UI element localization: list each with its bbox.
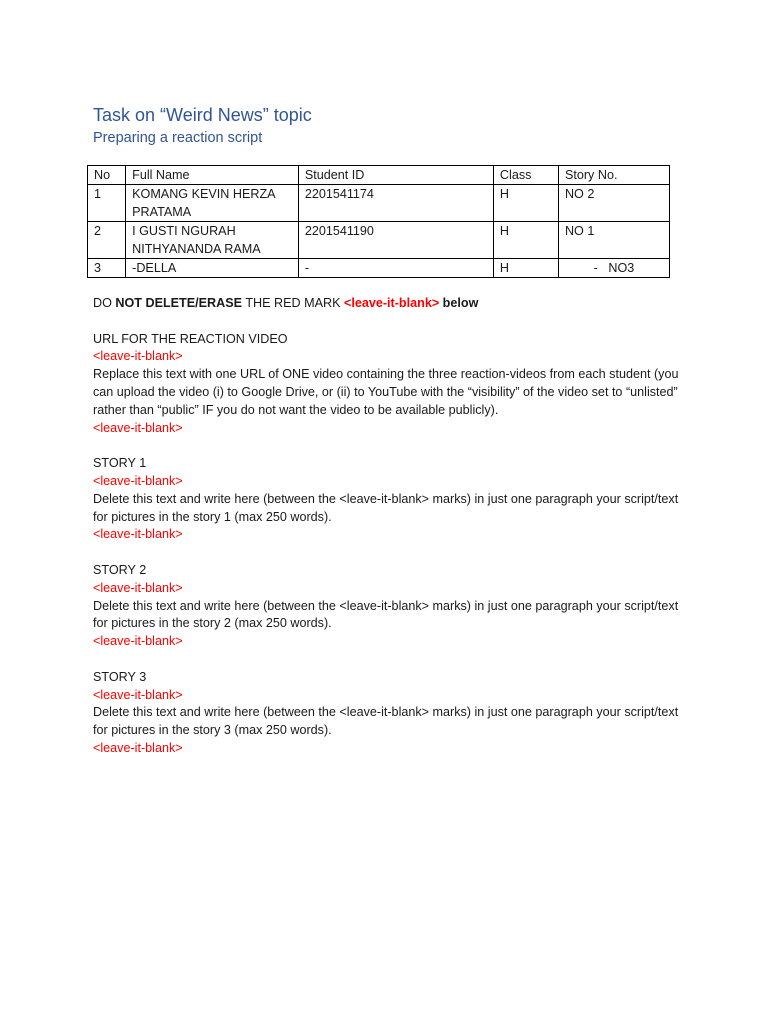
header-no: No	[88, 166, 126, 185]
leave-it-blank-mark: <leave-it-blank>	[93, 687, 183, 702]
leave-it-blank-mark: <leave-it-blank>	[93, 473, 183, 488]
notice-red-mark: <leave-it-blank>	[343, 296, 440, 310]
notice-text-1: DO	[93, 296, 116, 310]
leave-it-blank-mark: <leave-it-blank>	[93, 527, 183, 542]
cell-student-id: -	[298, 259, 493, 278]
section-story-2	[93, 562, 693, 651]
cell-class: H	[493, 259, 558, 278]
cell-full-name: KOMANG KEVIN HERZA PRATAMA	[126, 185, 299, 222]
cell-student-id: 2201541174	[298, 185, 493, 222]
section-heading: STORY 2	[93, 562, 147, 577]
cell-student-id: 2201541190	[298, 222, 493, 259]
notice-text-3: below	[439, 296, 479, 310]
section-body-text[interactable]: Delete this text and write here (between the <leave-it-blank> marks) in just one paragraph your script/text for pictures in the story 2 (max 250 words).	[93, 598, 679, 631]
section-reaction-url	[93, 331, 693, 438]
cell-full-name: -DELLA	[126, 259, 299, 278]
table-row	[88, 185, 670, 222]
cell-no: 2	[88, 222, 126, 259]
leave-it-blank-mark: <leave-it-blank>	[93, 349, 183, 364]
header-full-name: Full Name	[126, 166, 299, 185]
section-story-1	[93, 455, 693, 544]
table-row	[88, 259, 670, 278]
spacer	[93, 544, 693, 562]
section-heading: URL FOR THE REACTION VIDEO	[93, 331, 288, 346]
cell-full-name: I GUSTI NGURAH NITHYANANDA RAMA	[126, 222, 299, 259]
header-class: Class	[493, 166, 558, 185]
section-story-3	[93, 669, 693, 758]
leave-it-blank-mark: <leave-it-blank>	[93, 420, 183, 435]
cell-no: 3	[88, 259, 126, 278]
document-subtitle: Preparing a reaction script	[93, 130, 263, 146]
spacer	[93, 313, 693, 331]
instruction-notice	[93, 295, 693, 313]
table-row	[88, 222, 670, 259]
section-heading: STORY 1	[93, 456, 147, 471]
notice-bold-text: NOT DELETE/ERASE	[115, 296, 243, 310]
cell-class: H	[493, 185, 558, 222]
spacer	[93, 651, 693, 669]
section-body-text[interactable]: Delete this text and write here (between the <leave-it-blank> marks) in just one paragraph your script/text for pictures in the story 3 (max 250 words).	[93, 705, 679, 738]
document-title: Task on “Weird News” topic	[93, 105, 312, 125]
leave-it-blank-mark: <leave-it-blank>	[93, 634, 183, 649]
cell-no: 1	[88, 185, 126, 222]
notice-text-2: THE RED MARK	[242, 296, 344, 310]
cell-story-no: NO 1	[558, 222, 669, 259]
section-heading: STORY 3	[93, 669, 147, 684]
section-body-text[interactable]: Delete this text and write here (between the <leave-it-blank> marks) in just one paragraph your script/text for pictures in the story 1 (max 250 words).	[93, 491, 679, 524]
cell-class: H	[493, 222, 558, 259]
document-content	[93, 102, 693, 758]
leave-it-blank-mark: <leave-it-blank>	[93, 740, 183, 755]
cell-story-no: - NO3	[558, 259, 669, 278]
header-student-id: Student ID	[298, 166, 493, 185]
header-story-no: Story No.	[558, 166, 669, 185]
leave-it-blank-mark: <leave-it-blank>	[93, 580, 183, 595]
spacer	[93, 437, 693, 455]
table-header-row	[88, 166, 670, 185]
students-table	[87, 165, 670, 278]
cell-story-no: NO 2	[558, 185, 669, 222]
section-body-text[interactable]: Replace this text with one URL of ONE video containing the three reaction-videos from each student (you can upload the video (i) to Google Drive, or (ii) to YouTube with the “visibility” of the video set to “unlisted” rather than “public” IF you do not want the video to be available publicly).	[93, 367, 679, 417]
